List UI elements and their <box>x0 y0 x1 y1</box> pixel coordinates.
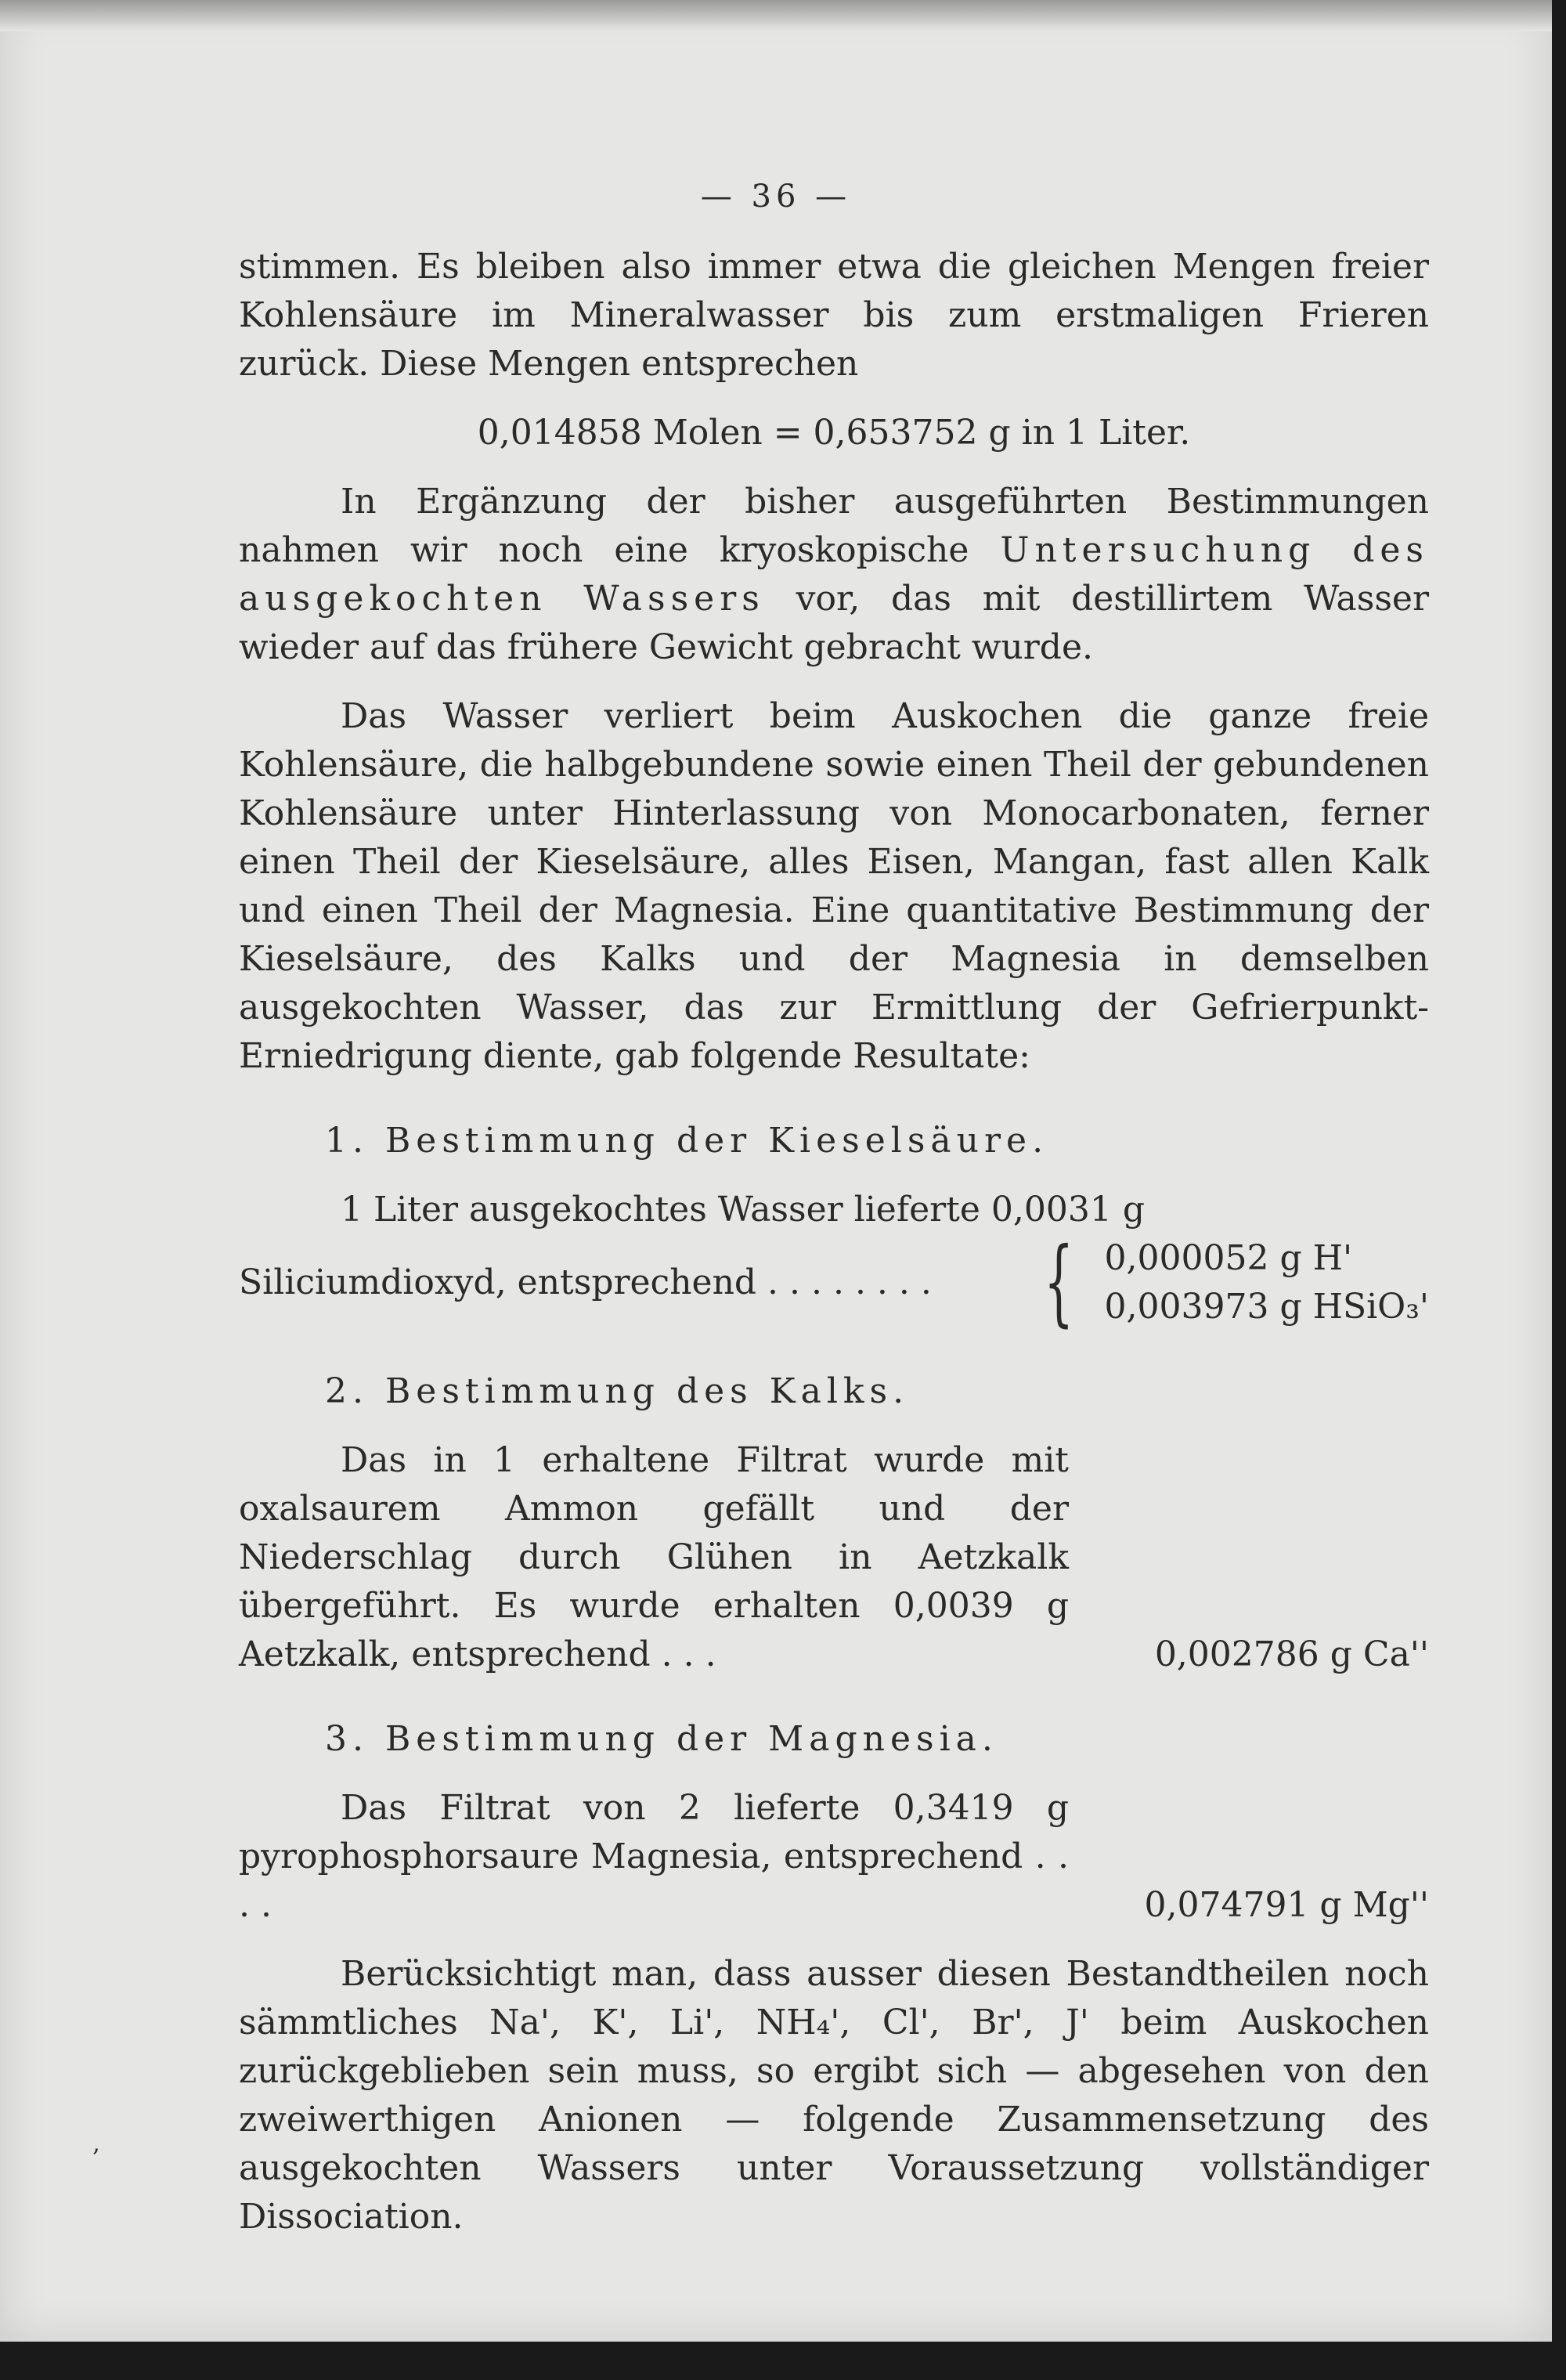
section-2-result <box>239 1436 1429 1679</box>
scan-top-edge <box>0 0 1552 31</box>
paragraph-2-end: vor, das mit destillirtem Wasser wieder auf das frühere Gewicht gebracht wurde. <box>239 579 1429 667</box>
paragraph-3: Das Wasser verliert beim Auskochen die ganze freie Kohlensäure, die halbgebundene sowie einen Theil der gebundenen Kohlensäure unter Hinterlassung von Monocarbonaten, ferner einen Theil der Kieselsäure, alles Eisen, Mangan, fast allen Kalk und einen Theil der Magnesia. Eine quantitative Bestimmung der Kieselsäure, des Kalks und der Magnesia in demselben ausgekochten Wasser, das zur Ermittlung der Gefrierpunkt-Erniedrigung diente, gab folgende Resultate: <box>239 696 1429 1076</box>
section-2-value: 0,002786 g Ca'' <box>1154 1634 1429 1674</box>
paragraph-2 <box>239 478 1429 672</box>
paragraph-4: Berücksichtigt man, dass ausser diesen Bestandtheilen noch sämmtliches Na', K', Li', NH₄', Cl', Br', J' beim Auskochen zurückgeblieben sein muss, so ergibt sich — abgesehen von den zweiwerthigen Anionen — folgende Zusammensetzung des ausgekochten Wassers unter Voraussetzung vollständiger Dissociation. <box>239 1954 1429 2237</box>
section-1-result <box>239 1228 1429 1337</box>
margin-mark: ‚ <box>92 2130 100 2158</box>
paragraph-2-start: In Ergänzung der bisher ausgeführten Bestimmungen nahmen wir noch eine kryoskopische <box>239 482 1429 570</box>
section-3-result <box>239 1784 1429 1930</box>
formula-line: 0,014858 Molen = 0,653752 g in 1 Liter. <box>477 413 1191 453</box>
brace-icon: { <box>1044 1228 1074 1337</box>
section-3-text: Das Filtrat von 2 lieferte 0,3419 g pyrophosphorsaure Magnesia, entsprechend . . . . <box>239 1788 1069 1925</box>
section-heading-3: 3. Bestimmung der Magnesia. <box>325 1719 998 1759</box>
section-1-value-1: 0,000052 g H' <box>1104 1238 1353 1278</box>
section-2-text: Das in 1 erhaltene Filtrat wurde mit oxalsaurem Ammon gefällt und der Niederschlag durch Glühen in Aetzkalk übergeführt. Es wurde erhalten 0,0039 g Aetzkalk, entsprechend . . . <box>239 1440 1069 1674</box>
section-1-value-2: 0,003973 g HSiO₃' <box>1104 1287 1429 1327</box>
section-1-line-2: Siliciumdioxyd, entsprechend . . . . . . . . <box>239 1262 932 1302</box>
paragraph-2-emphasis: Untersuchung des ausgekochten Wassers <box>239 530 1429 619</box>
section-1-line-1: 1 Liter ausgekochtes Wasser lieferte 0,0031 g <box>341 1190 1145 1230</box>
paragraph-1: stimmen. Es bleiben also immer etwa die gleichen Mengen freier Kohlensäure im Mineralwasser bis zum erstmaligen Frieren zurück. Diese Mengen entsprechen <box>239 247 1429 384</box>
page-body <box>239 243 1429 2241</box>
section-3-value: 0,074791 g Mg'' <box>1144 1885 1429 1925</box>
page-number: — 36 — <box>700 179 852 215</box>
section-heading-1: 1. Bestimmung der Kieselsäure. <box>325 1121 1049 1161</box>
section-1-values <box>1005 1228 1429 1337</box>
section-heading-2: 2. Bestimmung des Kalks. <box>325 1371 910 1411</box>
